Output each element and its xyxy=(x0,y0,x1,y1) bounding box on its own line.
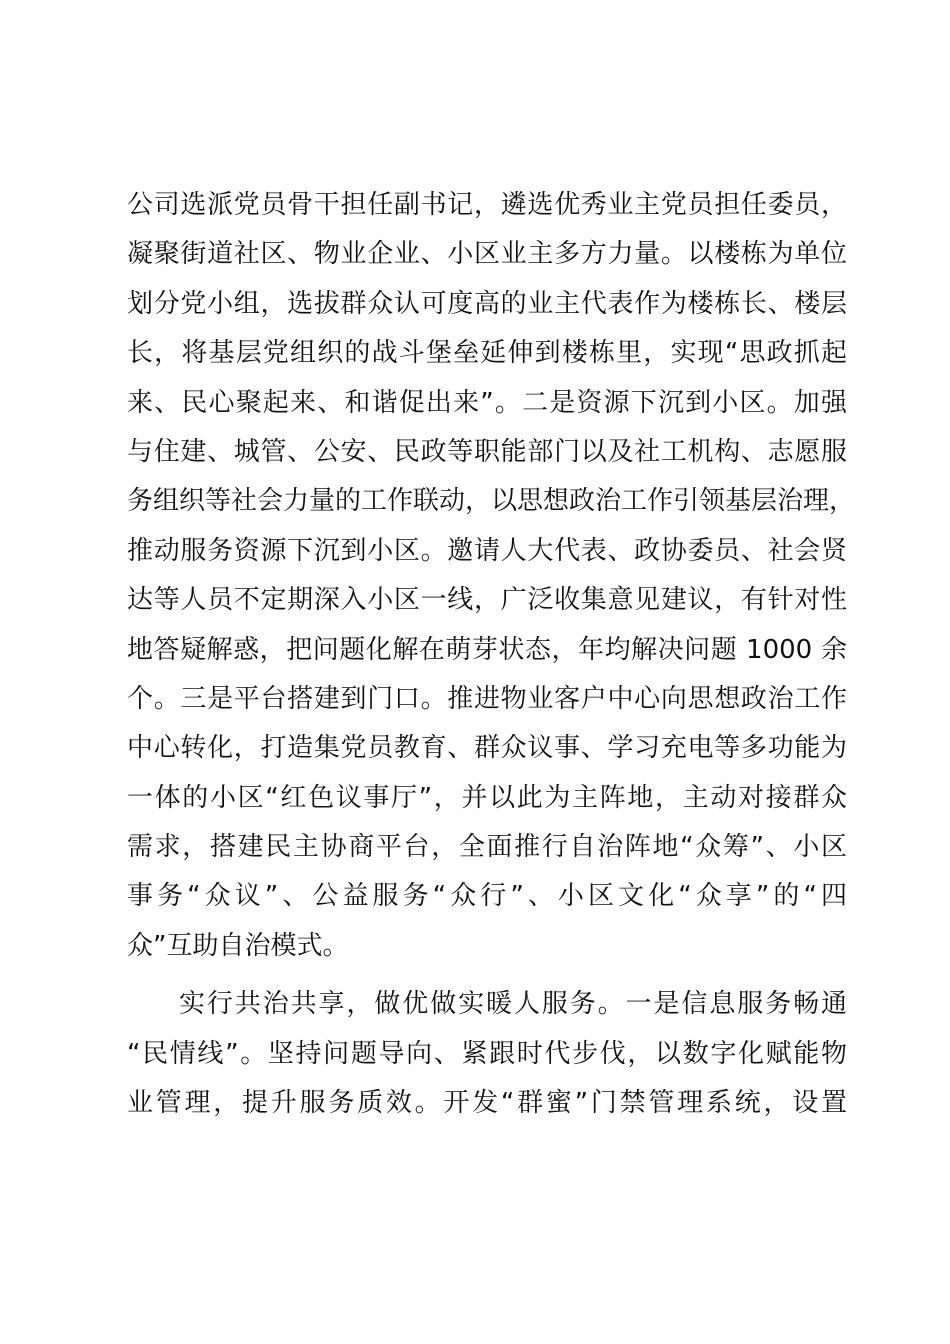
text-line: 与住建、城管、公安、民政等职能部门以及社工机构、志愿服 xyxy=(127,436,847,467)
text-line: 实行共治共享，做优做实暖人服务。一是信息服务畅通 xyxy=(179,989,847,1020)
text-line: 划分党小组，选拔群众认可度高的业主代表作为楼栋长、楼层 xyxy=(127,288,847,319)
paragraph-spacer xyxy=(127,971,847,980)
paragraph-1 xyxy=(127,181,856,971)
text-line: 务组织等社会力量的工作联动，以思想政治工作引领基层治理， xyxy=(127,486,856,517)
paragraph-2 xyxy=(127,980,847,1128)
text-line: “民情线”。坚持问题导向、紧跟时代步伐，以数字化赋能物 xyxy=(127,1038,847,1069)
text-line: 来、民心聚起来、和谐促出来”。二是资源下沉到小区。加强 xyxy=(127,387,847,418)
text-line: 达等人员不定期深入小区一线，广泛收集意见建议，有针对性 xyxy=(127,585,847,616)
text-line: 凝聚街道社区、物业企业、小区业主多方力量。以楼栋为单位 xyxy=(127,239,847,270)
body-text xyxy=(127,181,856,1128)
text-line: 推动服务资源下沉到小区。邀请人大代表、政协委员、社会贤 xyxy=(127,535,847,566)
text-line: 中心转化，打造集党员教育、群众议事、学习充电等多功能为 xyxy=(127,733,847,764)
text-line: 业管理，提升服务质效。开发“群蜜”门禁管理系统，设置 xyxy=(127,1088,847,1119)
text-line: 公司选派党员骨干担任副书记，遴选优秀业主党员担任委员， xyxy=(127,190,847,220)
text-line: 地答疑解惑，把问题化解在萌芽状态，年均解决问题 1000 余 xyxy=(127,634,847,665)
text-line: 一体的小区“红色议事厅”，并以此为主阵地，主动对接群众 xyxy=(127,782,847,813)
text-line: 个。三是平台搭建到门口。推进物业客户中心向思想政治工作 xyxy=(127,683,847,714)
text-line: 事务“众议”、公益服务“众行”、小区文化“众享”的“四 xyxy=(127,881,847,912)
text-line: 需求，搭建民主协商平台，全面推行自治阵地“众筹”、小区 xyxy=(127,832,847,863)
text-line: 长，将基层党组织的战斗堡垒延伸到楼栋里，实现“思政抓起 xyxy=(127,338,847,369)
text-line: 众”互助自治模式。 xyxy=(127,930,349,961)
